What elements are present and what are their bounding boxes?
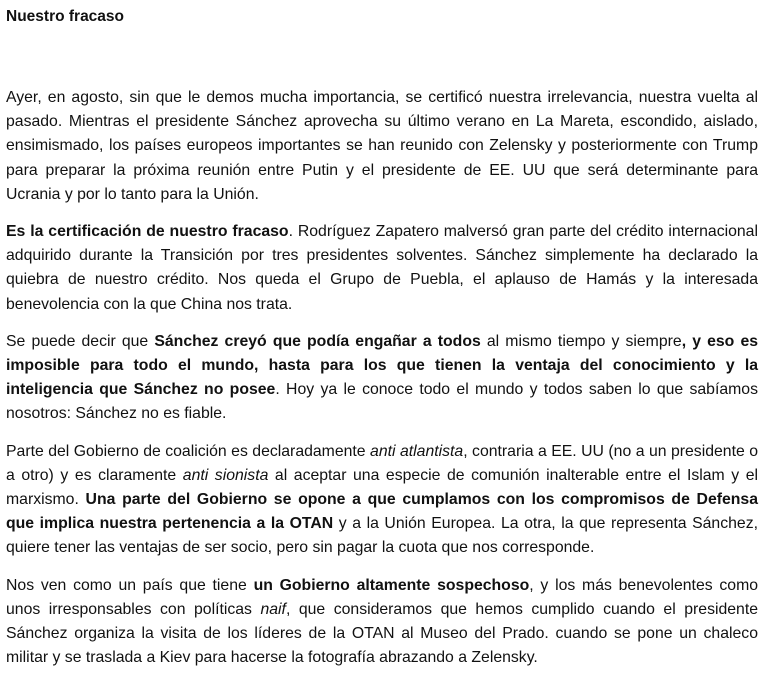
italic-text: naif xyxy=(260,600,286,618)
paragraph-text: Ayer, en agosto, sin que le demos mucha importancia, se certificó nuestra irrelevancia, nuestra vuelta al pasado. Mientras el presidente Sánchez aprovecha su último verano en La Mareta, escondido, aislado, ensimismado, los países europeos importantes se han reunido con Zelensky y posteriormente con Trump para preparar la próxima reunión entre Putin y el presidente de EE. UU que será determinante para Ucrania y por lo tanto para la Unión. xyxy=(6,89,758,203)
paragraph-text: Parte del Gobierno de coalición es declaradamente xyxy=(6,442,371,460)
bold-text: Es la certificación de nuestro fracaso xyxy=(6,223,289,241)
bold-text: Sánchez creyó que podía engañar a todos xyxy=(154,332,481,350)
italic-text: anti sionista xyxy=(182,466,269,484)
paragraph-text: . Hoy ya le conoce todo el mundo y todos saben lo que sabíamos nosotros: Sánchez no es fiable. xyxy=(6,381,758,423)
bold-text: Una parte del Gobierno se opone a que cumplamos con los compromisos de Defensa que implica nuestra pertenencia a la OTAN xyxy=(6,491,759,533)
paragraph-3 xyxy=(6,330,758,427)
paragraph-text: . Rodríguez Zapatero malversó gran parte del crédito internacional adquirido durante la Transición por tres presidentes solventes. Sánchez simplemente ha declarado la quiebra de nuestro crédito. Nos queda el Grupo de Puebla, el aplauso de Hamás y la interesada benevolencia con la que China nos trata. xyxy=(6,223,758,313)
bold-text: un Gobierno altamente sospechoso xyxy=(253,576,530,594)
paragraph-text: Se puede decir que xyxy=(6,332,155,350)
paragraph-text: , contraria a EE. UU (no a un presidente o a otro) y es claramente xyxy=(6,442,758,484)
paragraph-4 xyxy=(6,440,758,561)
paragraph-text: y a la Unión Europea. La otra, la que representa Sánchez, quiere tener las ventajas de ser socio, pero sin pagar la cuota que nos corresponde. xyxy=(6,515,758,557)
paragraph-text: al mismo tiempo y siempre xyxy=(480,332,682,350)
paragraph-5 xyxy=(6,574,758,671)
article-title: Nuestro fracaso xyxy=(6,8,125,25)
paragraph-1 xyxy=(6,86,758,207)
bold-text: , y eso es imposible para todo el mundo, hasta para los que tienen la ventaja del conocimiento y la inteligencia que Sánchez no posee xyxy=(6,332,759,399)
paragraph-text: Nos ven como un país que tiene xyxy=(6,576,254,594)
italic-text: anti atlantista xyxy=(370,442,464,460)
paragraph-text: , que consideramos que hemos cumplido cuando el presidente Sánchez organiza la visita de los líderes de la OTAN al Museo del Prado. cuando se pone un chaleco militar y se traslada a Kiev para hacerse la fotografía abrazando a Zelensky. xyxy=(6,600,759,667)
paragraph-text: al aceptar una especie de comunión inalterable entre el Islam y el marxismo. xyxy=(6,466,759,509)
document xyxy=(6,0,758,670)
paragraph-text: , y los más benevolentes como unos irresponsables con políticas xyxy=(6,576,759,618)
paragraph-2 xyxy=(6,220,758,317)
